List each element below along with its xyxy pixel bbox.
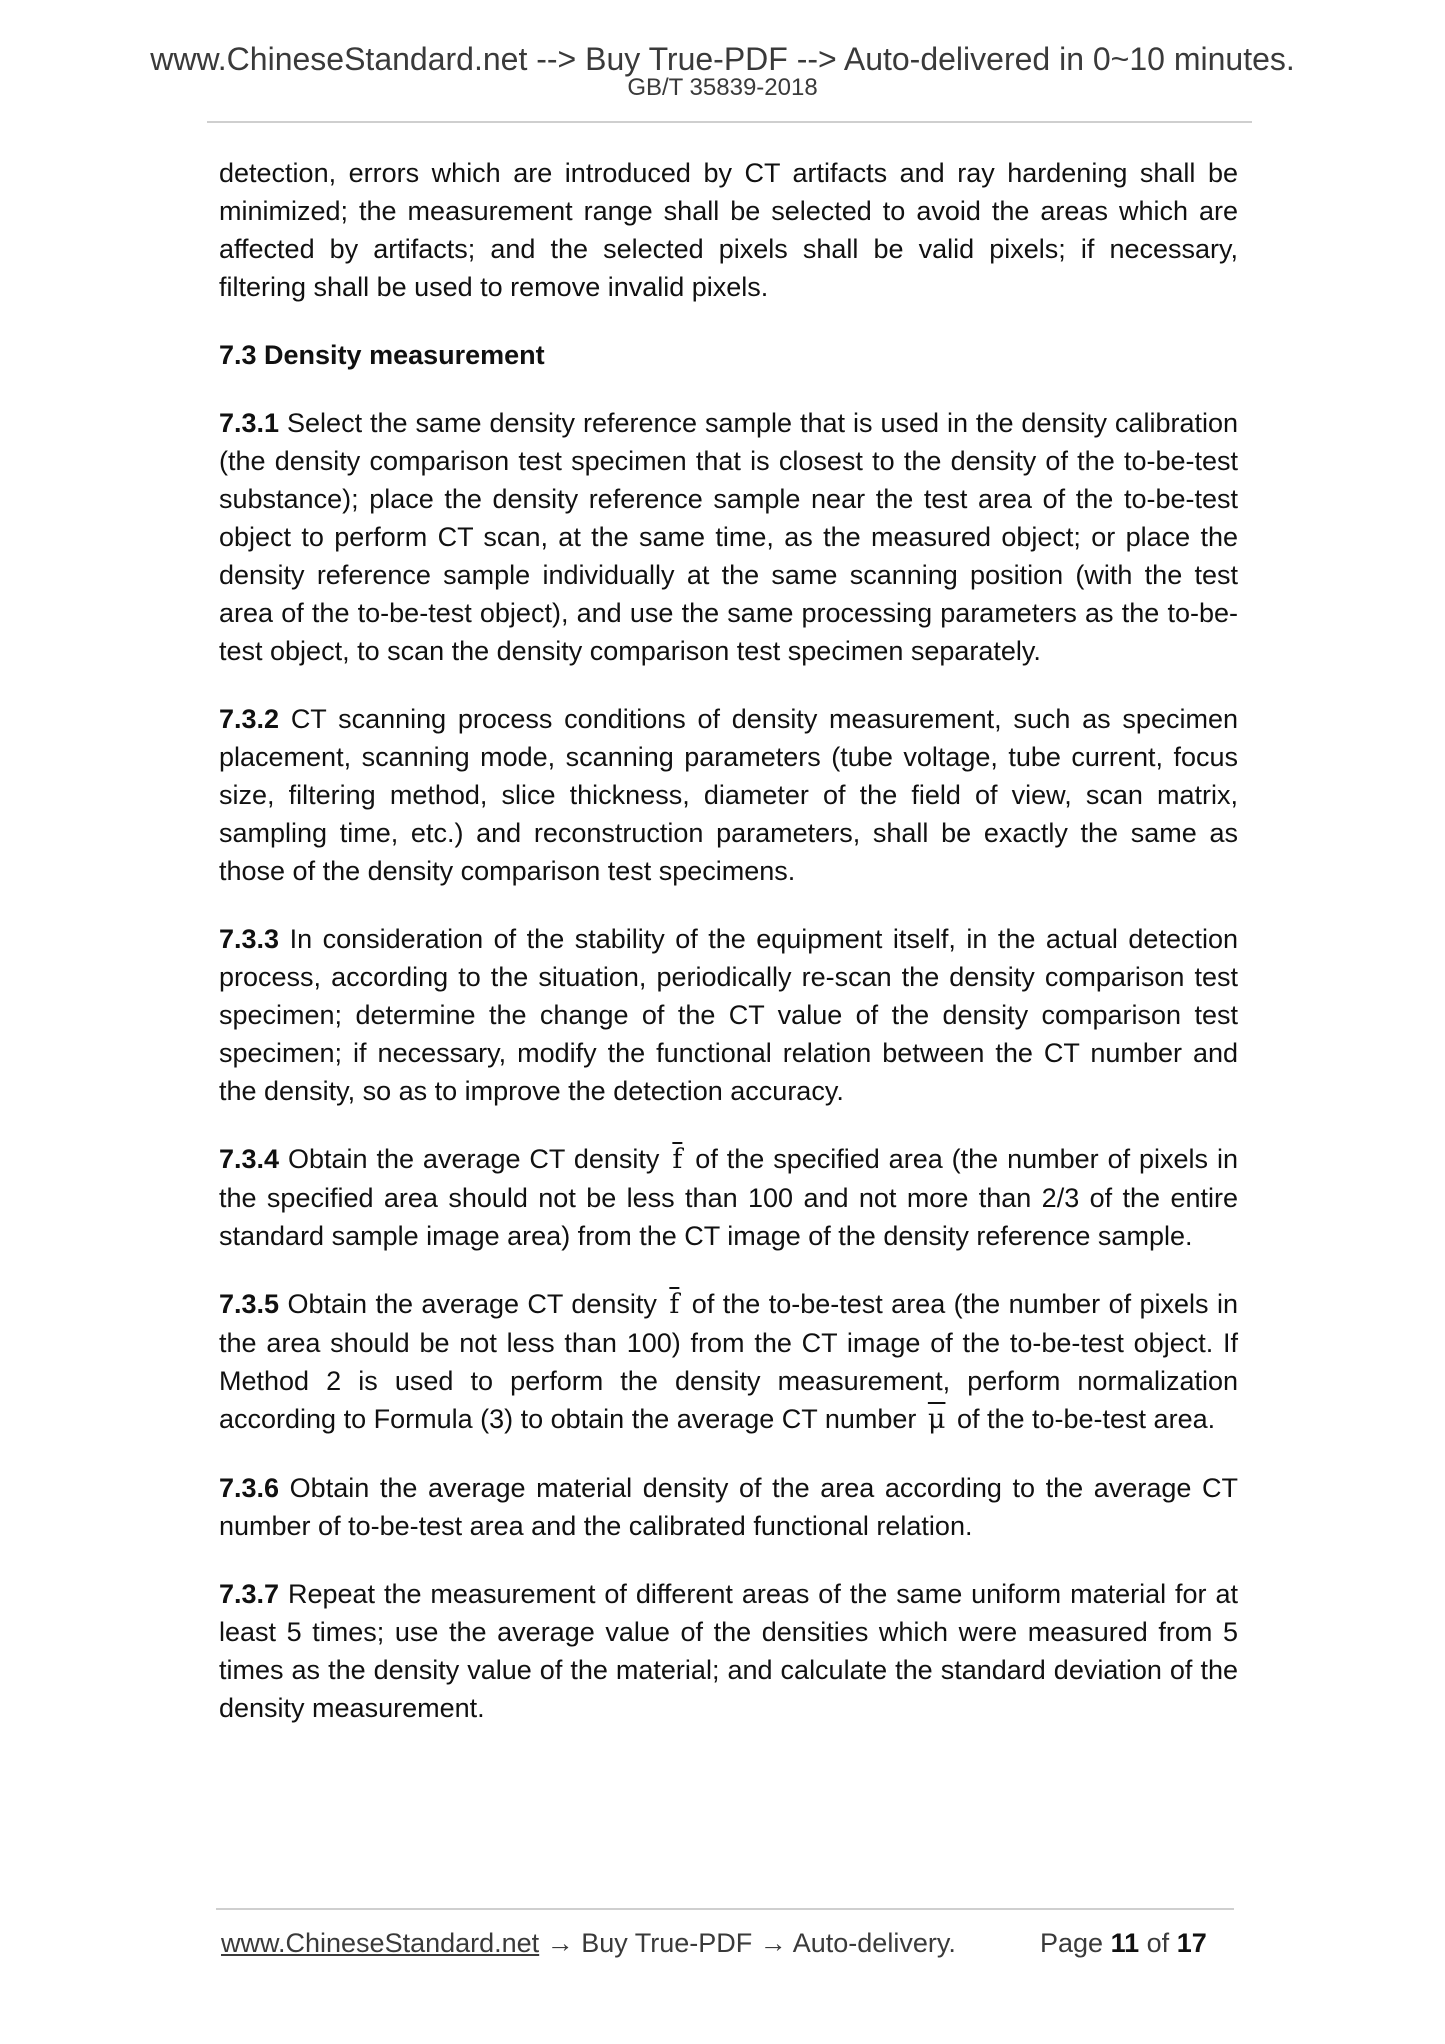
mean-density-symbol: $\overline{f}$ xyxy=(672,1144,683,1175)
clause-text-before: Obtain the average CT density xyxy=(287,1289,657,1319)
mean-density-symbol: $\overline{f}$ xyxy=(669,1289,680,1320)
clause-text-after: of the to-be-test area. xyxy=(956,1404,1216,1434)
clause-text-after: of the specified area (the number of pixels in the specified area should not be less than 100 and not more than 2/3 of the entire standard sample image area) from the CT image of the density reference sample. xyxy=(219,1144,1238,1251)
footer-divider xyxy=(216,1908,1234,1910)
clause-number: 7.3.4 xyxy=(219,1144,280,1174)
clause-number: 7.3.2 xyxy=(219,704,280,734)
clause-text: Obtain the average material density of the area according to the average CT number of to-be-test area and the calibrated functional relation. xyxy=(219,1473,1238,1541)
clause-7-3-3 xyxy=(219,920,1238,1110)
clause-text-middle: of the to-be-test area (the number of pixels in the area should be not less than 100) from the CT image of the to-be-test object. If Method 2 is used to perform the density measurement, perform normalization according to Formula (3) to obtain the average CT number xyxy=(219,1289,1238,1434)
page-indicator xyxy=(1040,1926,1207,1960)
clause-text: In consideration of the stability of the equipment itself, in the actual detection process, according to the situation, periodically re-scan the density comparison test specimen; determine the change of the CT value of the density comparison test specimen; if necessary, modify the functional relation between the CT number and the density, so as to improve the detection accuracy. xyxy=(219,924,1238,1106)
page-current: 11 xyxy=(1110,1928,1140,1958)
document-body xyxy=(219,154,1238,1757)
clause-number: 7.3.7 xyxy=(219,1579,280,1609)
clause-text: CT scanning process conditions of density measurement, such as specimen placement, scanning mode, scanning parameters (tube voltage, tube current, focus size, filtering method, slice thickness, diameter of the field of view, scan matrix, sampling time, etc.) and reconstruction parameters, shall be exactly the same as those of the density comparison test specimens. xyxy=(219,704,1238,886)
clause-number: 7.3.5 xyxy=(219,1289,280,1319)
page-label: Page xyxy=(1040,1928,1104,1958)
standard-code: GB/T 35839-2018 xyxy=(627,74,818,101)
clause-7-3-5 xyxy=(219,1285,1238,1439)
clause-7-3-6 xyxy=(219,1469,1238,1545)
footer-promo xyxy=(221,1926,956,1960)
mean-ct-number-symbol: $\overline{\mu}$ xyxy=(927,1404,946,1435)
clause-7-3-1 xyxy=(219,404,1238,670)
intro-paragraph: detection, errors which are introduced by CT artifacts and ray hardening shall be minimized; the measurement range shall be selected to avoid the areas which are affected by artifacts; and the selected pixels shall be valid pixels; if necessary, filtering shall be used to remove invalid pixels. xyxy=(219,158,1238,302)
footer-promo-text: → Buy True-PDF → Auto-delivery. xyxy=(546,1928,956,1958)
section-heading: 7.3 Density measurement xyxy=(219,340,545,370)
clause-7-3-4 xyxy=(219,1140,1238,1255)
clause-text-before: Obtain the average CT density xyxy=(288,1144,660,1174)
clause-number: 7.3.6 xyxy=(219,1473,280,1503)
clause-7-3-2 xyxy=(219,700,1238,890)
header-banner: www.ChineseStandard.net --> Buy True-PDF --> Auto-delivered in 0~10 minutes. xyxy=(150,41,1295,77)
clause-7-3-7 xyxy=(219,1575,1238,1727)
page-total: 17 xyxy=(1176,1928,1207,1958)
page-of-label: of xyxy=(1146,1928,1170,1958)
footer-site-link[interactable]: www.ChineseStandard.net xyxy=(221,1928,540,1958)
clause-text: Repeat the measurement of different areas of the same uniform material for at least 5 times; use the average value of the densities which were measured from 5 times as the density value of the material; and calculate the standard deviation of the density measurement. xyxy=(219,1579,1238,1723)
clause-number: 7.3.1 xyxy=(219,408,280,438)
header-divider xyxy=(207,121,1252,123)
clause-number: 7.3.3 xyxy=(219,924,280,954)
clause-text: Select the same density reference sample that is used in the density calibration (the density comparison test specimen that is closest to the density of the to-be-test substance); place the density reference sample near the test area of the to-be-test object to perform CT scan, at the same time, as the measured object; or place the density reference sample individually at the same scanning position (with the test area of the to-be-test object), and use the same processing parameters as the to-be-test object, to scan the density comparison test specimen separately. xyxy=(219,408,1238,666)
